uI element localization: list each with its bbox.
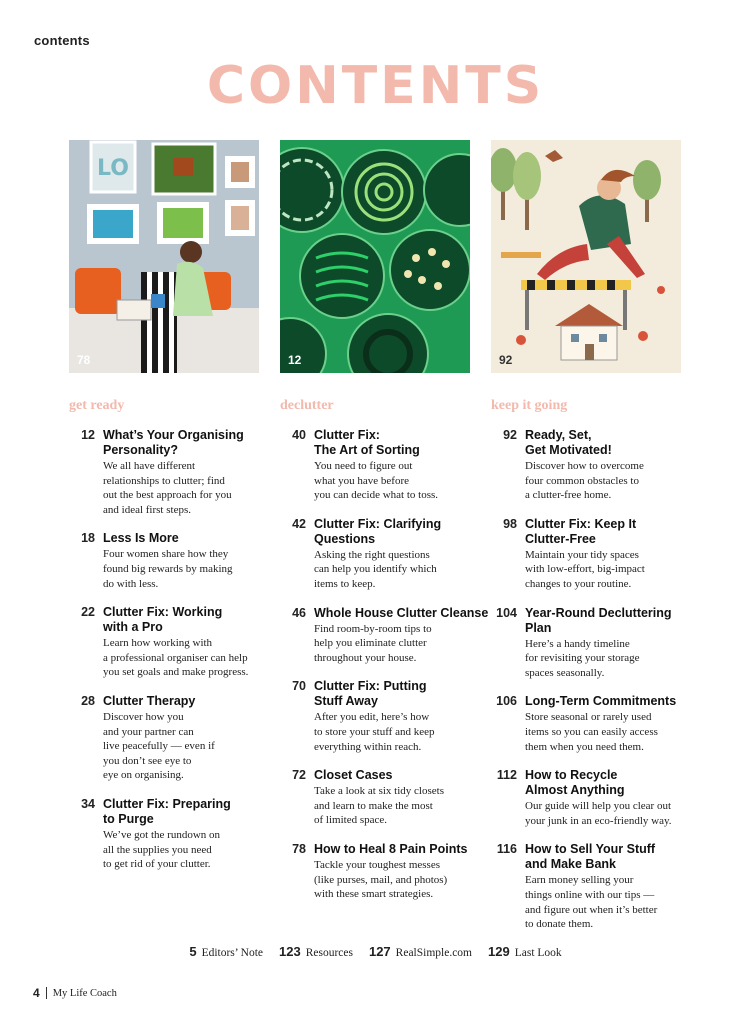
- entry-page-number: 40: [292, 428, 306, 442]
- toc-entry[interactable]: [69, 428, 279, 517]
- entry-page-number: 116: [496, 842, 517, 857]
- green-clips-illustration: [280, 140, 470, 373]
- entry-title: What’s Your Organising Personality?: [103, 428, 244, 457]
- link-page-number: 123: [279, 944, 301, 959]
- column-get-ready: [69, 398, 279, 886]
- entry-title: Year-Round Decluttering Plan: [525, 605, 672, 635]
- illustration-hurdle[interactable]: [491, 140, 681, 373]
- kid-room-illustration: [69, 140, 259, 373]
- entry-title: How to Recycle Almost Anything: [525, 768, 625, 798]
- bottom-links: [0, 944, 751, 959]
- entry-title: Clutter Fix: Clarifying Questions: [314, 516, 442, 546]
- toc-entry[interactable]: [280, 606, 490, 666]
- page-footer: [33, 986, 117, 1000]
- toc-entry[interactable]: [69, 605, 279, 680]
- entry-page-number: 92: [503, 428, 517, 442]
- footer-magazine-name: My Life Coach: [52, 987, 117, 999]
- entry-title: Clutter Fix: The Art of Sorting: [314, 428, 420, 457]
- toc-entry[interactable]: [491, 606, 701, 681]
- entry-page-number: 34: [81, 796, 95, 811]
- toc-entry[interactable]: [69, 797, 279, 872]
- toc-entry[interactable]: [491, 842, 701, 931]
- page-title: CONTENTS: [206, 56, 545, 116]
- link-label: Resources: [305, 947, 353, 959]
- entry-title: Long-Term Commitments: [525, 694, 677, 709]
- bottom-link-last-look[interactable]: [488, 944, 562, 959]
- toc-entry[interactable]: [280, 768, 490, 828]
- entry-title: Clutter Therapy: [103, 693, 196, 708]
- link-label: RealSimple.com: [395, 947, 473, 959]
- link-label: Editors’ Note: [201, 947, 263, 959]
- entry-description: Our guide will help you clear out your junk in an eco-friendly way.: [525, 800, 672, 827]
- entry-page-number: 46: [292, 605, 306, 620]
- entry-title: How to Sell Your Stuff and Make Bank: [525, 842, 656, 872]
- toc-entry[interactable]: [491, 517, 701, 592]
- entry-title: Whole House Clutter Cleanse: [314, 605, 489, 620]
- toc-entry[interactable]: [280, 428, 490, 503]
- entry-page-number: 28: [81, 693, 95, 708]
- entry-title: Clutter Fix: Preparing to Purge: [103, 796, 231, 826]
- bottom-link-editors-note[interactable]: [189, 944, 263, 959]
- entry-title: Clutter Fix: Putting Stuff Away: [314, 679, 427, 709]
- toc-entry[interactable]: [69, 694, 279, 783]
- entry-page-number: 72: [292, 768, 306, 783]
- entry-page-number: 104: [496, 605, 517, 620]
- entry-description: Discover how you and your partner can live peacefully — even if you don’t see eye to eye on organising.: [103, 710, 215, 782]
- entry-description: Earn money selling your things online with our tips — and figure out when it’s better to donate them.: [525, 874, 658, 931]
- entry-description: After you edit, here’s how to store your stuff and keep everything within reach.: [314, 711, 435, 753]
- toc-entry[interactable]: [69, 531, 279, 591]
- toc-entry[interactable]: [280, 679, 490, 754]
- toc-entry[interactable]: [491, 694, 701, 754]
- entry-description: Tackle your toughest messes (like purses, mail, and photos) with these smart strategies.: [314, 858, 448, 901]
- entry-title: How to Heal 8 Pain Points: [314, 841, 468, 856]
- toc-entry[interactable]: [280, 517, 490, 592]
- footer-page-number: 4: [33, 986, 40, 1000]
- entry-description: Four women share how they found big rewards by making do with less.: [103, 548, 233, 590]
- entry-description: Store seasonal or rarely used items so you can easily access them when you need them.: [525, 711, 658, 753]
- entry-page-number: 22: [81, 605, 95, 620]
- toc-entry[interactable]: [491, 768, 701, 828]
- entry-description: Find room-by-room tips to help you eliminate clutter throughout your house.: [314, 622, 432, 664]
- entry-page-number: 70: [292, 679, 306, 694]
- entry-page-number: 18: [81, 531, 95, 546]
- entry-description: Learn how working with a professional organiser can help you set goals and make progress.: [103, 637, 249, 679]
- entry-description: Take a look at six tidy closets and learn to make the most of limited space.: [314, 785, 444, 827]
- entry-page-number: 42: [292, 516, 306, 531]
- photo-page-number: 92: [499, 353, 513, 367]
- entry-description: We all have different relationships to clutter; find out the best approach for you and ideal first steps.: [103, 460, 232, 516]
- svg-text:LO: LO: [97, 156, 129, 181]
- column-declutter: [280, 398, 490, 916]
- column-keep-it-going: [491, 398, 701, 946]
- link-page-number: 129: [488, 944, 510, 959]
- entry-description: We’ve got the rundown on all the supplies you need to get rid of your clutter.: [103, 828, 221, 871]
- hurdle-illustration: [491, 140, 681, 373]
- column-heading: get ready: [69, 398, 125, 413]
- entry-title: Clutter Fix: Working with a Pro: [103, 605, 223, 635]
- entry-description: Here’s a handy timeline for revisiting your storage spaces seasonally.: [525, 637, 640, 679]
- photo-page-number: 12: [288, 353, 302, 367]
- entry-page-number: 106: [496, 694, 517, 709]
- toc-entry[interactable]: [280, 842, 490, 902]
- section-tag: contents: [34, 33, 90, 48]
- link-label: Last Look: [514, 947, 562, 959]
- entry-page-number: 112: [496, 768, 517, 783]
- entry-title: Ready, Set, Get Motivated!: [525, 428, 612, 457]
- entry-description: You need to figure out what you have before you can decide what to toss.: [314, 460, 439, 502]
- entry-description: Asking the right questions can help you identify which items to keep.: [314, 548, 437, 590]
- link-page-number: 127: [368, 944, 391, 959]
- entry-description: Maintain your tidy spaces with low-effort, big-impact changes to your routine.: [525, 548, 645, 590]
- entry-description: Discover how to overcome four common obstacles to a clutter-free home.: [525, 460, 644, 502]
- entry-page-number: 78: [292, 841, 306, 856]
- photo-page-number: 78: [77, 353, 91, 367]
- photo-kid-room[interactable]: [69, 140, 259, 373]
- photo-green-clips[interactable]: [280, 140, 470, 373]
- entry-page-number: 98: [503, 516, 517, 531]
- column-heading: declutter: [280, 398, 334, 413]
- entry-page-number: 12: [81, 428, 95, 442]
- toc-entry[interactable]: [491, 428, 701, 503]
- column-heading: keep it going: [491, 398, 568, 413]
- footer-divider: [46, 987, 47, 999]
- bottom-link-realsimple[interactable]: [369, 944, 472, 959]
- bottom-link-resources[interactable]: [279, 944, 353, 959]
- link-page-number: 5: [189, 944, 197, 959]
- entry-title: Clutter Fix: Keep It Clutter-Free: [525, 516, 637, 546]
- entry-title: Less Is More: [103, 531, 179, 546]
- entry-title: Closet Cases: [314, 768, 393, 783]
